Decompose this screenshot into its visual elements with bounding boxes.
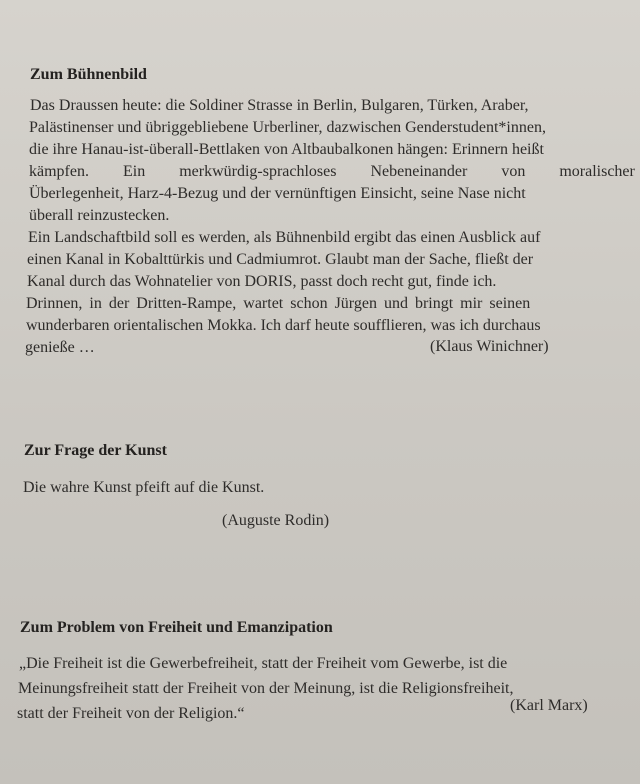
author-attribution: (Klaus Winichner) bbox=[430, 338, 549, 355]
quote-line: „Die Freiheit ist die Gewerbefreiheit, statt der Freiheit vom Gewerbe, ist die bbox=[19, 655, 508, 672]
paragraph-line: Ein Landschaftbild soll es werden, als Bühnenbild ergibt das einen Ausblick auf bbox=[28, 229, 541, 246]
paragraph-line: Überlegenheit, Harz-4-Bezug und der vernünftigen Einsicht, seine Nase nicht bbox=[29, 185, 526, 202]
paragraph-line: einen Kanal in Kobalttürkis und Cadmiumrot. Glaubt man der Sache, fließt der bbox=[27, 251, 534, 268]
section-heading-kunst: Zur Frage der Kunst bbox=[24, 442, 167, 459]
paragraph-line: Drinnen, in der Dritten-Rampe, wartet schon Jürgen und bringt mir seinen bbox=[26, 295, 531, 312]
paragraph-line: kämpfen. Ein merkwürdig-sprachloses Nebeneinander von moralischer bbox=[29, 163, 635, 180]
quote-text: Die wahre Kunst pfeift auf die Kunst. bbox=[23, 479, 265, 496]
section-heading-buehnenbild: Zum Bühnenbild bbox=[30, 66, 147, 83]
author-attribution: (Karl Marx) bbox=[510, 697, 588, 714]
paragraph-line: Kanal durch das Wohnatelier von DORIS, passt doch recht gut, finde ich. bbox=[27, 273, 497, 290]
paragraph-line: wunderbaren orientalischen Mokka. Ich darf heute soufflieren, was ich durchaus bbox=[26, 317, 541, 334]
section-heading-freiheit: Zum Problem von Freiheit und Emanzipation bbox=[20, 619, 333, 636]
paragraph-line: die ihre Hanau-ist-überall-Bettlaken von Altbaubalkonen hängen: Erinnern heißt bbox=[29, 141, 544, 158]
line-text: Das Draussen heute: die Soldiner Strasse in Berlin, Bulgaren, Türken, Araber, bbox=[30, 97, 529, 114]
quote-line: statt der Freiheit von der Religion.“ bbox=[17, 705, 245, 722]
quote-line: Meinungsfreiheit statt der Freiheit von der Meinung, ist die Religionsfreiheit, bbox=[18, 680, 514, 697]
author-attribution: (Auguste Rodin) bbox=[222, 512, 330, 529]
paragraph-line: genieße … bbox=[25, 339, 95, 356]
paragraph-line: überall reinzustecken. bbox=[29, 207, 170, 224]
paragraph-line: Palästinenser und übriggebliebene Urberliner, dazwischen Genderstudent*innen, bbox=[29, 119, 546, 136]
paragraph-line bbox=[30, 97, 595, 115]
